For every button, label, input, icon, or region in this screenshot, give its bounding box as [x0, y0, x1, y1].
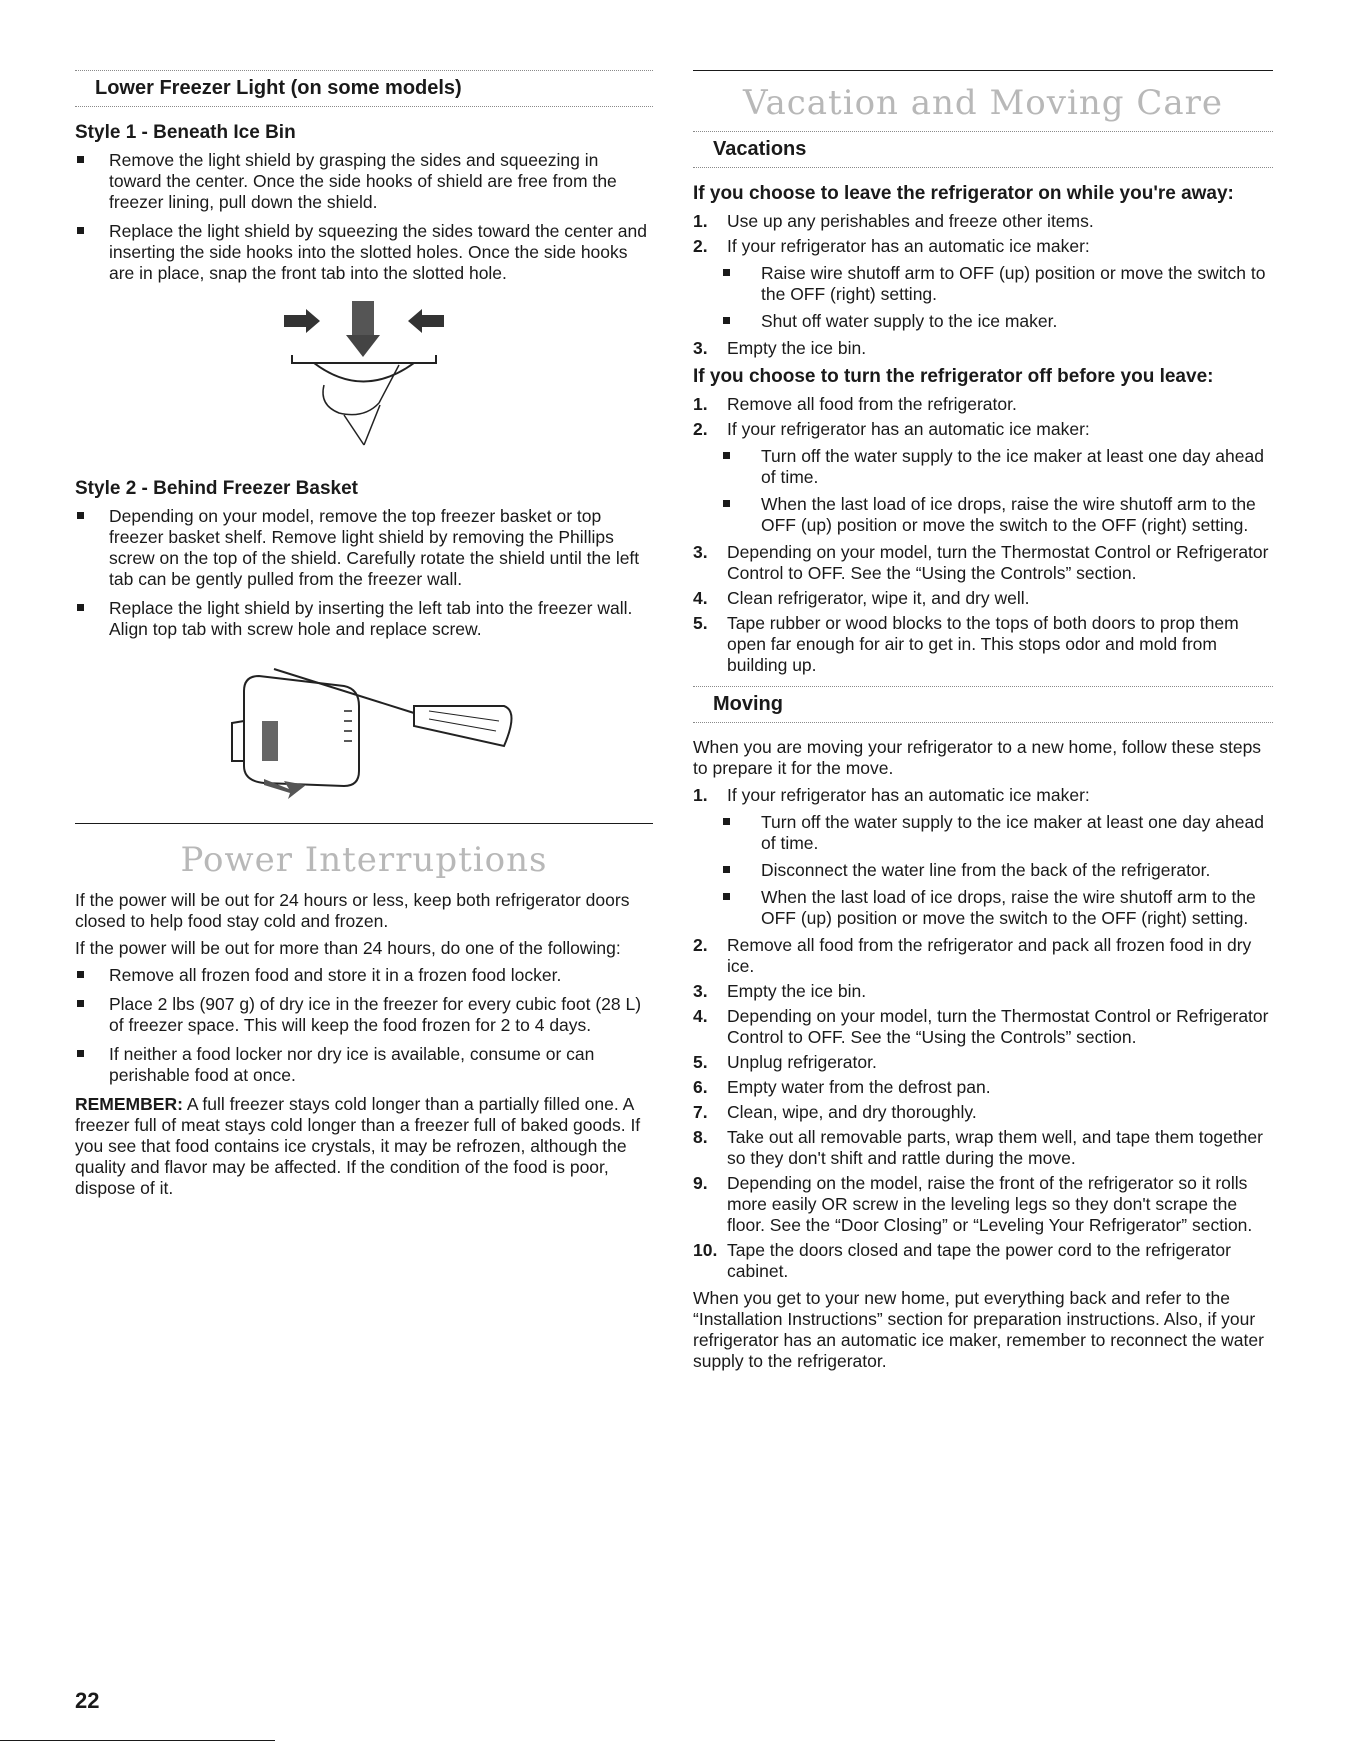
bullet-item: When the last load of ice drops, raise the wire shutoff arm to the OFF (up) position or move the switch to the OFF (right) setting.	[693, 494, 1273, 536]
bullet-item: Depending on your model, remove the top freezer basket or top freezer basket shelf. Remove light shield by removing the Phillips screw on the top of the shield. Carefully rotate the shield until the left tab can be gently pulled from the freezer wall.	[75, 506, 653, 590]
screwdriver-illustration	[75, 648, 653, 813]
step-text: Clean, wipe, and dry thoroughly.	[727, 1102, 977, 1122]
bullet-item: Raise wire shutoff arm to OFF (up) position or move the switch to the OFF (right) setting.	[693, 263, 1273, 305]
step-text: Empty the ice bin.	[727, 338, 867, 358]
step-text: Remove all food from the refrigerator.	[727, 394, 1017, 414]
step-number: 4.	[693, 1006, 708, 1026]
style2-heading: Style 2 - Behind Freezer Basket	[75, 478, 358, 499]
moving-section-header	[693, 686, 1273, 723]
footer-rule	[0, 1740, 275, 1741]
step-number: 5.	[693, 1052, 708, 1072]
bullet-item: Replace the light shield by squeezing the sides toward the center and inserting the side hooks into the slotted holes. Once the side hooks are in place, snap the front tab into the slotted hole.	[75, 221, 653, 284]
moving-intro: When you are moving your refrigerator to a new home, follow these steps to prepare it for the move.	[693, 737, 1262, 778]
step-item	[693, 1240, 1273, 1282]
bullet-item: Turn off the water supply to the ice maker at least one day ahead of time.	[693, 446, 1273, 488]
vacations-heading: Vacations	[713, 138, 807, 160]
bullet-item: When the last load of ice drops, raise the wire shutoff arm to the OFF (up) position or move the switch to the OFF (right) setting.	[693, 887, 1273, 929]
step-item	[693, 1006, 1273, 1048]
step-number: 1.	[693, 785, 708, 805]
step-text: If your refrigerator has an automatic ice maker:	[727, 419, 1090, 439]
step-item	[693, 1102, 1273, 1123]
page-number: 22	[75, 1688, 100, 1713]
step-text: Unplug refrigerator.	[727, 1052, 877, 1072]
remember-label: REMEMBER:	[75, 1094, 183, 1114]
step-number: 10.	[693, 1240, 718, 1260]
step-item	[693, 785, 1273, 806]
step-item	[693, 211, 1273, 232]
step-text: Depending on your model, turn the Thermostat Control or Refrigerator Control to OFF. See the “Using the Controls” section.	[727, 542, 1269, 583]
step-text: Depending on your model, turn the Thermostat Control or Refrigerator Control to OFF. See the “Using the Controls” section.	[727, 1006, 1269, 1047]
step-item	[693, 613, 1273, 676]
bullet-item: Shut off water supply to the ice maker.	[693, 311, 1273, 332]
step-item	[693, 981, 1273, 1002]
step-number: 2.	[693, 236, 708, 256]
step-text: Take out all removable parts, wrap them well, and tape them together so they don't shift and rattle during the move.	[727, 1127, 1263, 1168]
step-item	[693, 338, 1273, 359]
step-text: Empty the ice bin.	[727, 981, 867, 1001]
moving-steps-cont	[693, 935, 1273, 1282]
leave-on-substeps	[693, 263, 1273, 332]
turn-off-steps-cont	[693, 542, 1273, 676]
left-column	[75, 70, 653, 1205]
step-text: Remove all food from the refrigerator and pack all frozen food in dry ice.	[727, 935, 1252, 976]
moving-steps	[693, 785, 1273, 806]
step-item	[693, 1173, 1273, 1236]
step-number: 7.	[693, 1102, 708, 1122]
step-number: 2.	[693, 935, 708, 955]
freezer-light-section-header	[75, 70, 653, 107]
remember-text: A full freezer stays cold longer than a partially filled one. A freezer full of meat stays cold longer than a freezer full of baked goods. If you see that food contains ice crystals, it may be refrozen, although the quality and flavor may be affected. If the condition of the food is poor, dispose of it.	[75, 1094, 641, 1198]
step-number: 3.	[693, 542, 708, 562]
step-number: 8.	[693, 1127, 708, 1147]
step-item	[693, 1052, 1273, 1073]
step-item	[693, 236, 1273, 257]
step-item	[693, 542, 1273, 584]
power-section-rule	[75, 823, 653, 824]
leave-on-heading: If you choose to leave the refrigerator on while you're away:	[693, 183, 1234, 204]
step-text: Tape rubber or wood blocks to the tops of both doors to prop them open far enough for air to get in. This stops odor and mold from building up.	[727, 613, 1239, 675]
bullet-item: Place 2 lbs (907 g) of dry ice in the freezer for every cubic foot (28 L) of freezer space. This will keep the food frozen for 2 to 4 days.	[75, 994, 653, 1036]
step-item	[693, 419, 1273, 440]
light-shield-illustration	[75, 292, 653, 467]
moving-heading: Moving	[713, 693, 783, 715]
bullet-item: Remove the light shield by grasping the sides and squeezing in toward the center. Once the side hooks of shield are free from the freezer lining, pull down the shield.	[75, 150, 653, 213]
step-item	[693, 1127, 1273, 1169]
leave-on-steps-cont	[693, 338, 1273, 359]
step-text: Clean refrigerator, wipe it, and dry well.	[727, 588, 1030, 608]
step-item	[693, 1077, 1273, 1098]
step-number: 1.	[693, 211, 708, 231]
power-paragraph: If the power will be out for more than 24 hours, do one of the following:	[75, 938, 621, 958]
vacations-section-header	[693, 131, 1273, 168]
moving-closing: When you get to your new home, put everything back and refer to the “Installation Instructions” section for preparation instructions. Also, if your refrigerator has an automatic ice maker, remember to reconnect the water supply to the refrigerator.	[693, 1288, 1264, 1371]
bullet-item: Replace the light shield by inserting the left tab into the freezer wall. Align top tab with screw hole and replace screw.	[75, 598, 653, 640]
step-number: 2.	[693, 419, 708, 439]
step-number: 3.	[693, 338, 708, 358]
remember-paragraph	[75, 1094, 653, 1199]
vacation-section-rule	[693, 70, 1273, 71]
step-text: Empty water from the defrost pan.	[727, 1077, 991, 1097]
style1-heading: Style 1 - Beneath Ice Bin	[75, 122, 296, 143]
step-number: 6.	[693, 1077, 708, 1097]
moving-substeps	[693, 812, 1273, 929]
style2-bullets	[75, 506, 653, 640]
step-number: 3.	[693, 981, 708, 1001]
turn-off-heading: If you choose to turn the refrigerator off before you leave:	[693, 366, 1214, 387]
bullet-item: Turn off the water supply to the ice maker at least one day ahead of time.	[693, 812, 1273, 854]
turn-off-substeps	[693, 446, 1273, 536]
power-interruptions-title: Power Interruptions	[180, 840, 548, 880]
bullet-item: If neither a food locker nor dry ice is available, consume or can perishable food at once.	[75, 1044, 653, 1086]
step-text: Tape the doors closed and tape the power cord to the refrigerator cabinet.	[727, 1240, 1231, 1281]
step-item	[693, 394, 1273, 415]
freezer-light-heading: Lower Freezer Light (on some models)	[95, 77, 462, 99]
vacation-moving-title: Vacation and Moving Care	[743, 83, 1223, 123]
step-text: Depending on the model, raise the front of the refrigerator so it rolls more easily OR screw in the leveling legs so they don't scrape the floor. See the “Door Closing” or “Leveling Your Refrigerator” section.	[727, 1173, 1253, 1235]
step-number: 1.	[693, 394, 708, 414]
style1-bullets	[75, 150, 653, 284]
power-bullets	[75, 965, 653, 1086]
bullet-item: Remove all frozen food and store it in a frozen food locker.	[75, 965, 653, 986]
power-paragraph: If the power will be out for 24 hours or less, keep both refrigerator doors closed to help food stay cold and frozen.	[75, 890, 630, 931]
right-column	[693, 70, 1273, 1378]
turn-off-steps	[693, 394, 1273, 440]
bullet-item: Disconnect the water line from the back of the refrigerator.	[693, 860, 1273, 881]
leave-on-steps	[693, 211, 1273, 257]
step-number: 9.	[693, 1173, 708, 1193]
step-number: 4.	[693, 588, 708, 608]
step-item	[693, 935, 1273, 977]
step-text: Use up any perishables and freeze other items.	[727, 211, 1094, 231]
step-text: If your refrigerator has an automatic ice maker:	[727, 785, 1090, 805]
step-item	[693, 588, 1273, 609]
screwdriver-shield-icon	[184, 651, 544, 811]
step-text: If your refrigerator has an automatic ice maker:	[727, 236, 1090, 256]
light-shield-squeeze-icon	[264, 295, 464, 465]
step-number: 5.	[693, 613, 708, 633]
